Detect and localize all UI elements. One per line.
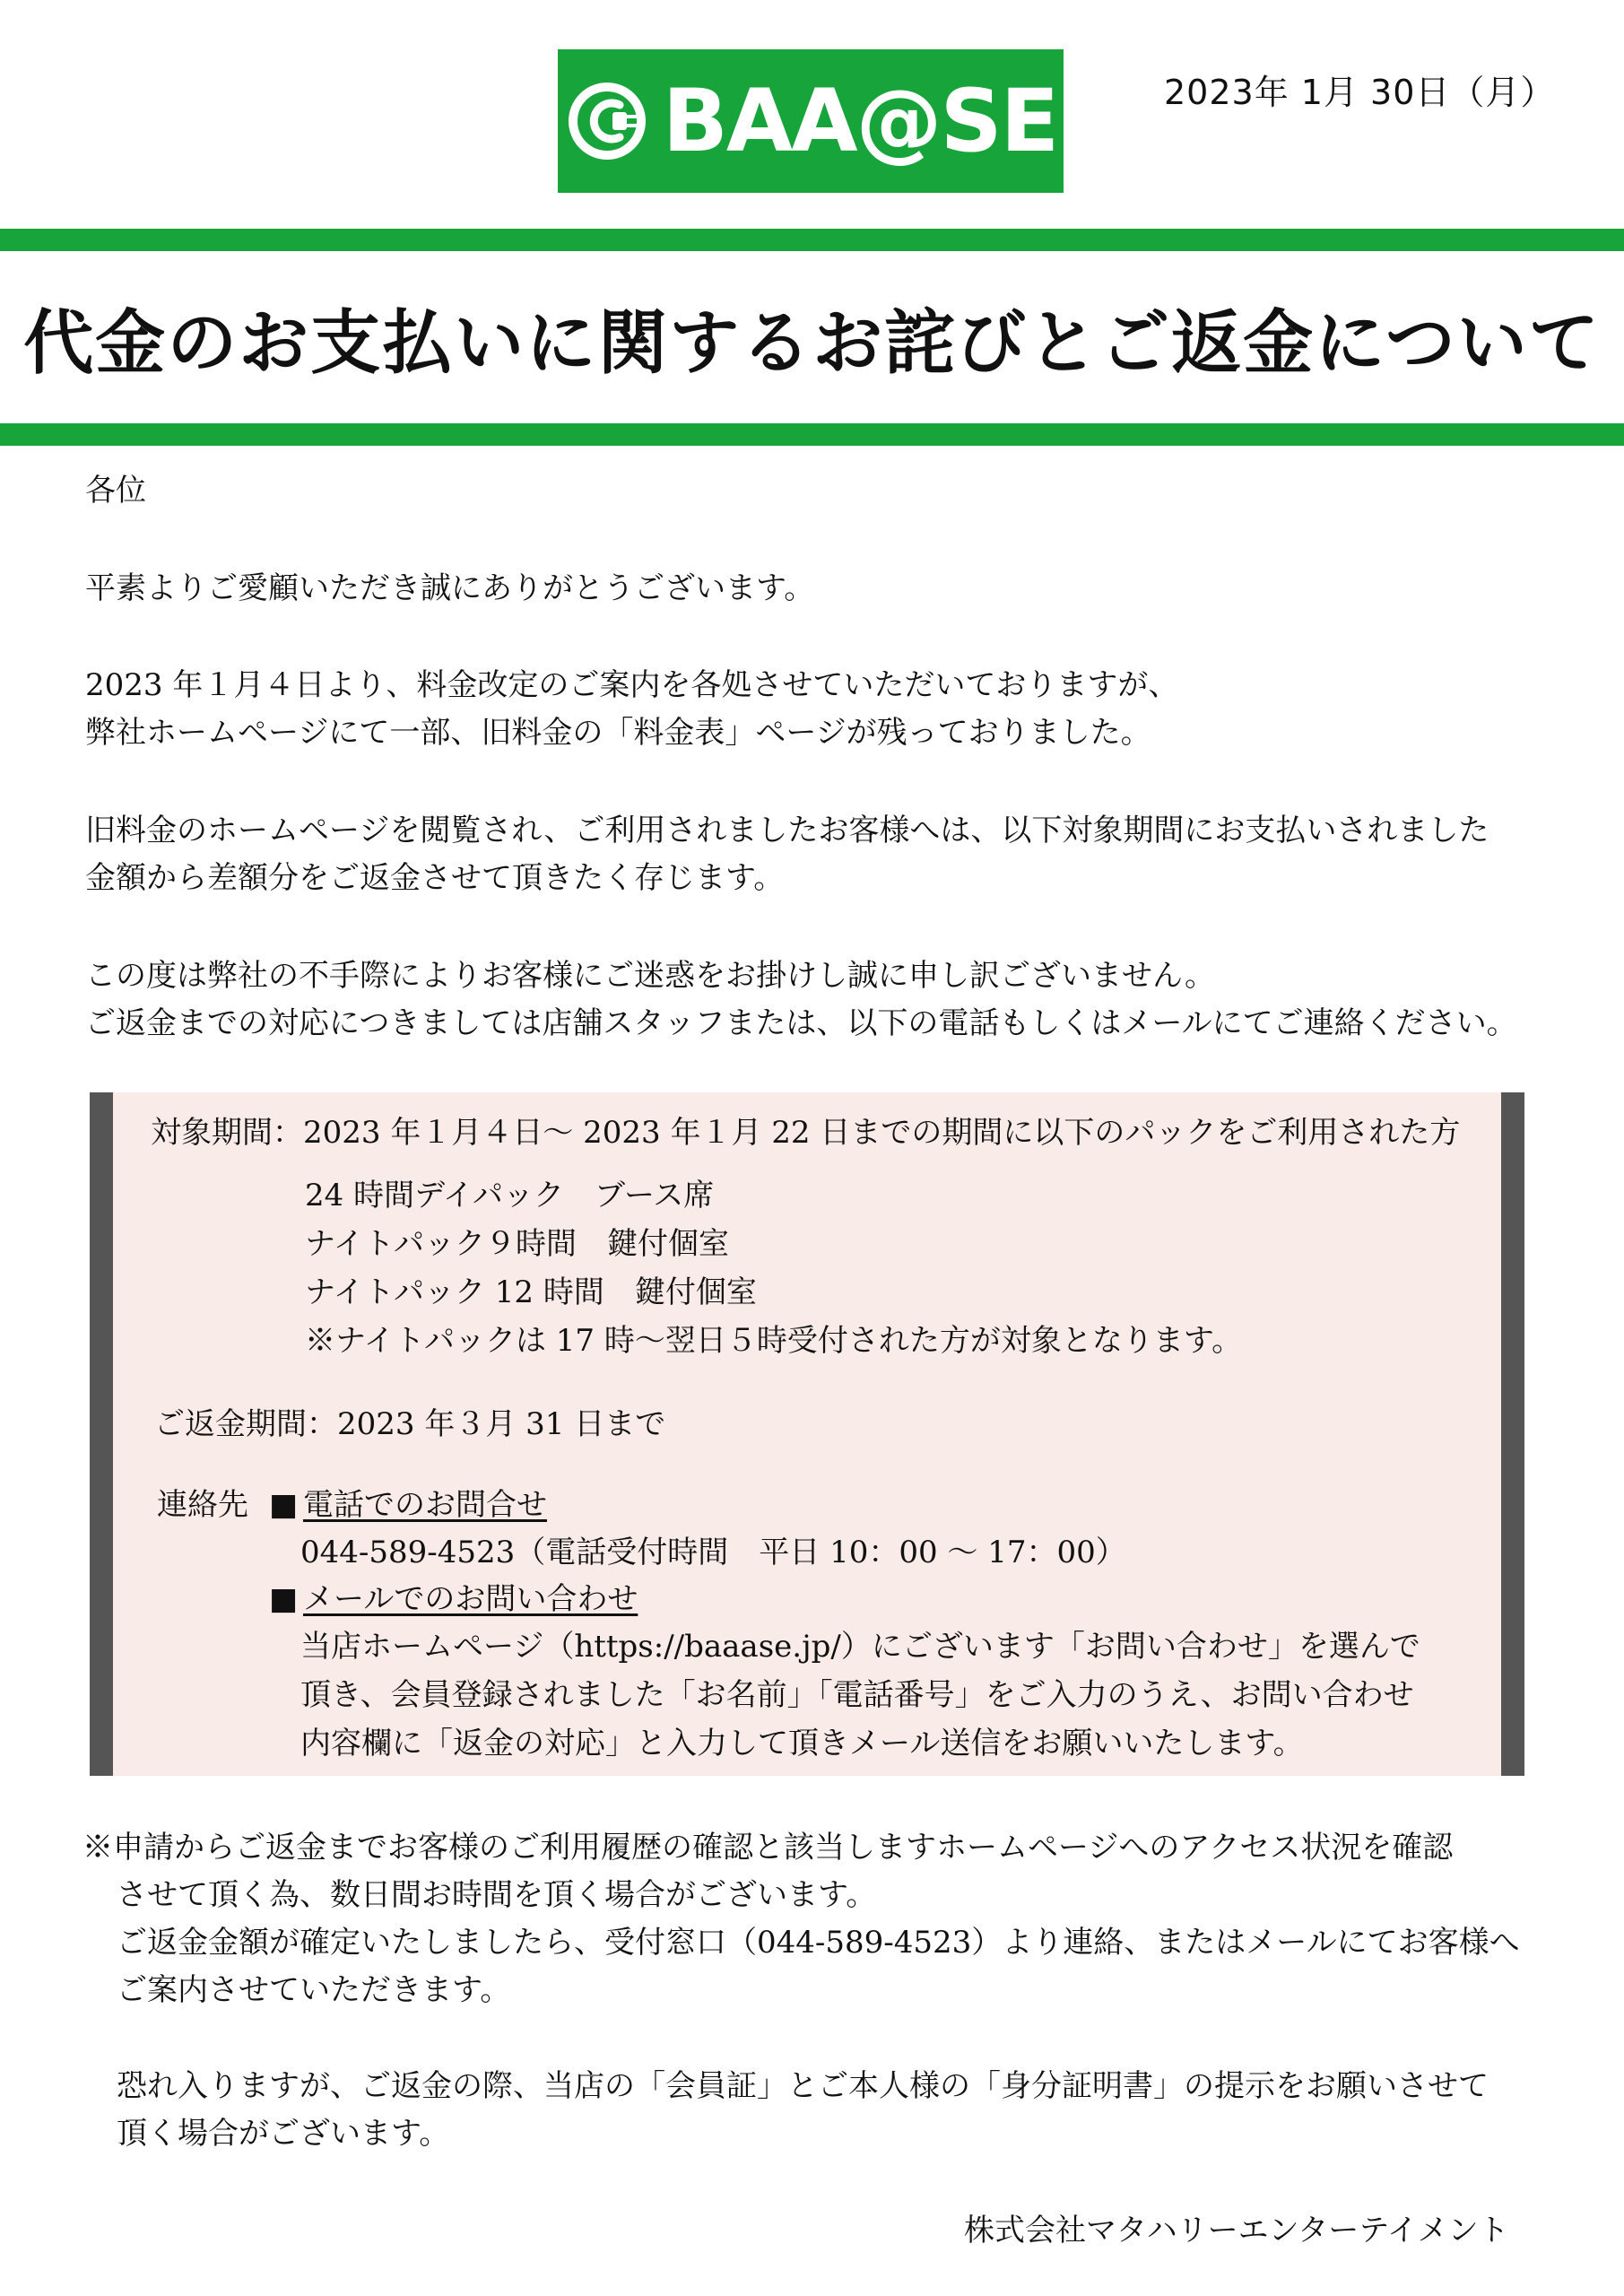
closing-line: 恐れ入りますが、ご返金の際、当店の「会員証」とご本人様の「身分証明書」の提示をお願いさせて xyxy=(117,2068,1489,2104)
note-line: ご案内させていただきます。 xyxy=(117,1972,511,2008)
square-bullet: ■ xyxy=(269,1581,299,1617)
company-name: 株式会社マタハリーエンターテイメント xyxy=(964,2213,1509,2248)
pack-item: ナイトパック 12 時間 鍵付個室 xyxy=(305,1274,757,1310)
plug-at-icon xyxy=(564,78,650,164)
refund-period: ご返金期間：2023 年３月 31 日まで xyxy=(154,1406,666,1442)
paragraph-1-line-1: 2023 年１月４日より、料金改定のご案内を各処させていただいておりますが、 xyxy=(85,667,1179,703)
page-title: 代金のお支払いに関するお詫びとご返金について xyxy=(23,303,1601,384)
phone-line: 044-589-4523（電話受付時間 平日 10：00 ～ 17：00） xyxy=(300,1535,1126,1570)
note-line: させて頂く為、数日間お時間を頂く場合がございます。 xyxy=(117,1877,877,1913)
mail-instruction-line: 内容欄に「返金の対応」と入力して頂きメール送信をお願いいたします。 xyxy=(300,1726,1304,1761)
pack-note: ※ナイトパックは 17 時～翌日５時受付された方が対象となります。 xyxy=(305,1323,1243,1359)
top-divider-band xyxy=(0,229,1624,251)
paragraph-3-line-2: ご返金までの対応につきましては店舗スタッフまたは、以下の電話もしくはメールにてご連絡ください。 xyxy=(85,1005,1517,1041)
document-date: 2023年 1月 30日（月） xyxy=(1164,73,1556,112)
mail-instruction-line: 頂き、会員登録されました「お名前」「電話番号」をご入力のうえ、お問い合わせ xyxy=(300,1677,1414,1713)
contact-label: 連絡先 xyxy=(157,1487,248,1523)
paragraph-3-line-1: この度は弊社の不手際によりお客様にご迷惑をお掛けし誠に申し訳ございません。 xyxy=(85,958,1216,994)
square-bullet: ■ xyxy=(269,1487,299,1523)
pack-item: ナイトパック９時間 鍵付個室 xyxy=(305,1226,729,1262)
paragraph-2-line-2: 金額から差額分をご返金させて頂きたく存じます。 xyxy=(85,860,785,896)
greeting: 平素よりご愛顧いただき誠にありがとうございます。 xyxy=(85,570,815,606)
mail-instruction-line: 当店ホームページ（https://baaase.jp/）にございます「お問い合わせ」を選んで xyxy=(300,1629,1420,1665)
closing-line: 頂く場合がございます。 xyxy=(117,2116,450,2152)
mail-heading: メールでのお問い合わせ xyxy=(303,1581,638,1617)
salutation: 各位 xyxy=(85,473,146,509)
target-period: 対象期間：2023 年１月４日～ 2023 年１月 22 日までの期間に以下のパックをご利用された方 xyxy=(151,1115,1461,1151)
bottom-divider-band xyxy=(0,423,1624,446)
paragraph-2-line-1: 旧料金のホームページを閲覧され、ご利用されましたお客様へは、以下対象期間にお支払いされました xyxy=(85,813,1489,848)
note-line: ご返金金額が確定いたしましたら、受付窓口（044-589-4523）より連絡、またはメールにてお客様へ xyxy=(117,1925,1520,1961)
paragraph-1-line-2: 弊社ホームページにて一部、旧料金の「料金表」ページが残っておりました。 xyxy=(85,715,1151,751)
brand-logo xyxy=(558,49,1064,193)
note-line: ※申請からご返金までお客様のご利用履歴の確認と該当しますホームページへのアクセス状況を確認 xyxy=(83,1830,1454,1866)
phone-heading: 電話でのお問合せ xyxy=(303,1487,547,1523)
logo-text: BAA@SE xyxy=(662,71,1058,171)
pack-item: 24 時間デイパック ブース席 xyxy=(305,1178,715,1213)
